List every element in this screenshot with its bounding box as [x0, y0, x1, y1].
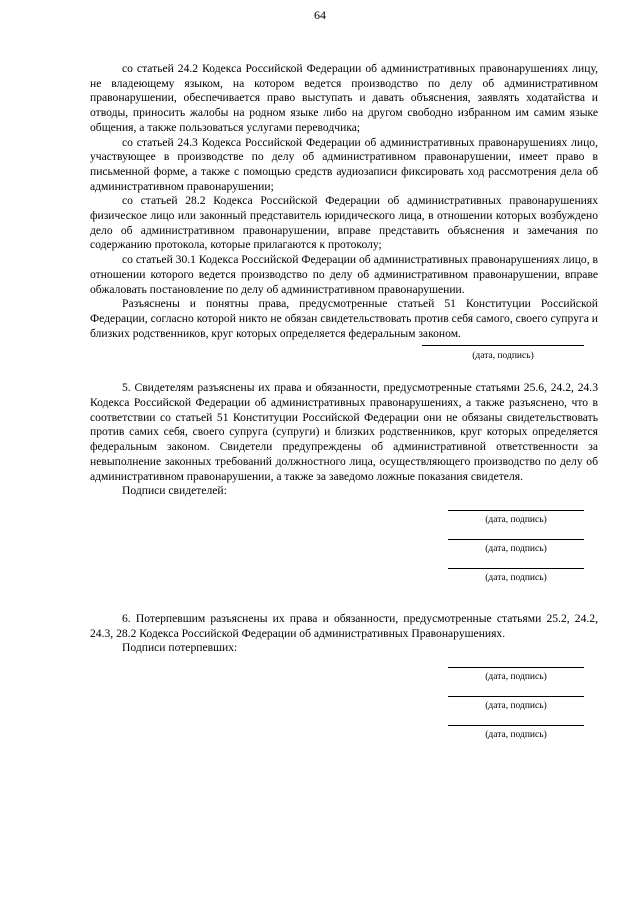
paragraph-art-28-2: со статьей 28.2 Кодекса Российской Федерации об административных правонарушениях физическое лицо или законный представитель юридического лица, в отношении которых возбуждено дело об административном правонарушении, вправе представить объяснения и замечания по содержанию протокола, которые прилагаются к протоколу; — [90, 194, 598, 252]
signature-caption: (дата, подпись) — [485, 730, 547, 741]
signature-line[interactable] — [448, 510, 584, 511]
page-number: 64 — [314, 8, 326, 22]
victim-signature-3 — [90, 722, 598, 751]
victim-signatures-label: Подписи потерпевших: — [122, 641, 238, 655]
signature-caption: (дата, подпись) — [485, 572, 547, 583]
signature-line[interactable] — [448, 667, 584, 668]
signature-line[interactable] — [448, 696, 584, 697]
document-body — [90, 62, 598, 751]
signature-caption: (дата, подпись) — [485, 543, 547, 554]
paragraph-constitution-51: Разъяснены и понятны права, предусмотренные статьей 51 Конституции Российской Федерации, согласно которой никто не обязан свидетельствовать против себя самого, своего супруга и близких родственников, круг которых определяется федеральным законом. — [90, 297, 598, 340]
signature-block — [90, 341, 598, 381]
paragraph-art-30-1: со статьей 30.1 Кодекса Российской Федерации об административных правонарушениях лицо, в отношении которого ведется производство по делу об административном правонарушении, вправе обжаловать постановление по делу об административном правонарушении. — [90, 253, 598, 296]
signature-caption: (дата, подпись) — [485, 514, 547, 525]
witness-signature-1 — [90, 507, 598, 536]
section-5-text: 5. Свидетелям разъяснены их права и обязанности, предусмотренные статьями 25.6, 24.2, 24.3 Кодекса Российской Федерации об административных правонарушениях, а также разъяснено, что в соответствии со статьей 51 Конституции Российской Федерации они не обязаны свидетельствовать против самих себя, своего супруга (супруги) и близких родственников, круг которых определяется федеральным законом. Свидетели предупреждены об административной ответственности за невыполнение законных требований должностного лица, осуществляющего производство по делу об административном правонарушении, а также за заведомо ложные показания свидетеля. — [90, 381, 598, 483]
signature-line[interactable] — [422, 345, 584, 346]
witness-signature-2 — [90, 536, 598, 565]
signature-line[interactable] — [448, 725, 584, 726]
paragraph-art-24-2: со статьей 24.2 Кодекса Российской Федерации об административных правонарушениях лицу, не владеющему языком, на котором ведется производство по делу об административном правонарушении, обеспечивается право выступать и давать объяснения, заявлять ходатайства и отводы, приносить жалобы на родном языке либо на другом свободно избранном им самим языке общения, а также пользоваться услугами переводчика; — [90, 62, 598, 134]
signature-line[interactable] — [448, 539, 584, 540]
victim-signature-2 — [90, 693, 598, 722]
witness-signature-3 — [90, 565, 598, 594]
section-6-text: 6. Потерпевшим разъяснены их права и обязанности, предусмотренные статьями 25.2, 24.2, 24.3, 28.2 Кодекса Российской Федерации об административных Правонарушениях. — [90, 611, 598, 640]
signature-caption: (дата, подпись) — [485, 701, 547, 712]
witness-signatures-label: Подписи свидетелей: — [122, 484, 227, 498]
signature-caption: (дата, подпись) — [485, 672, 547, 683]
signature-line[interactable] — [448, 568, 584, 569]
victim-signature-1 — [90, 664, 598, 693]
paragraph-art-24-3: со статьей 24.3 Кодекса Российской Федерации об административных правонарушениях лицо, участвующее в производстве по делу об административном правонарушении, имеет право в письменной форме, а также с помощью средств аудиозаписи фиксировать ход рассмотрения дела об административном правонарушении; — [90, 135, 598, 193]
signature-caption: (дата, подпись) — [472, 351, 534, 362]
